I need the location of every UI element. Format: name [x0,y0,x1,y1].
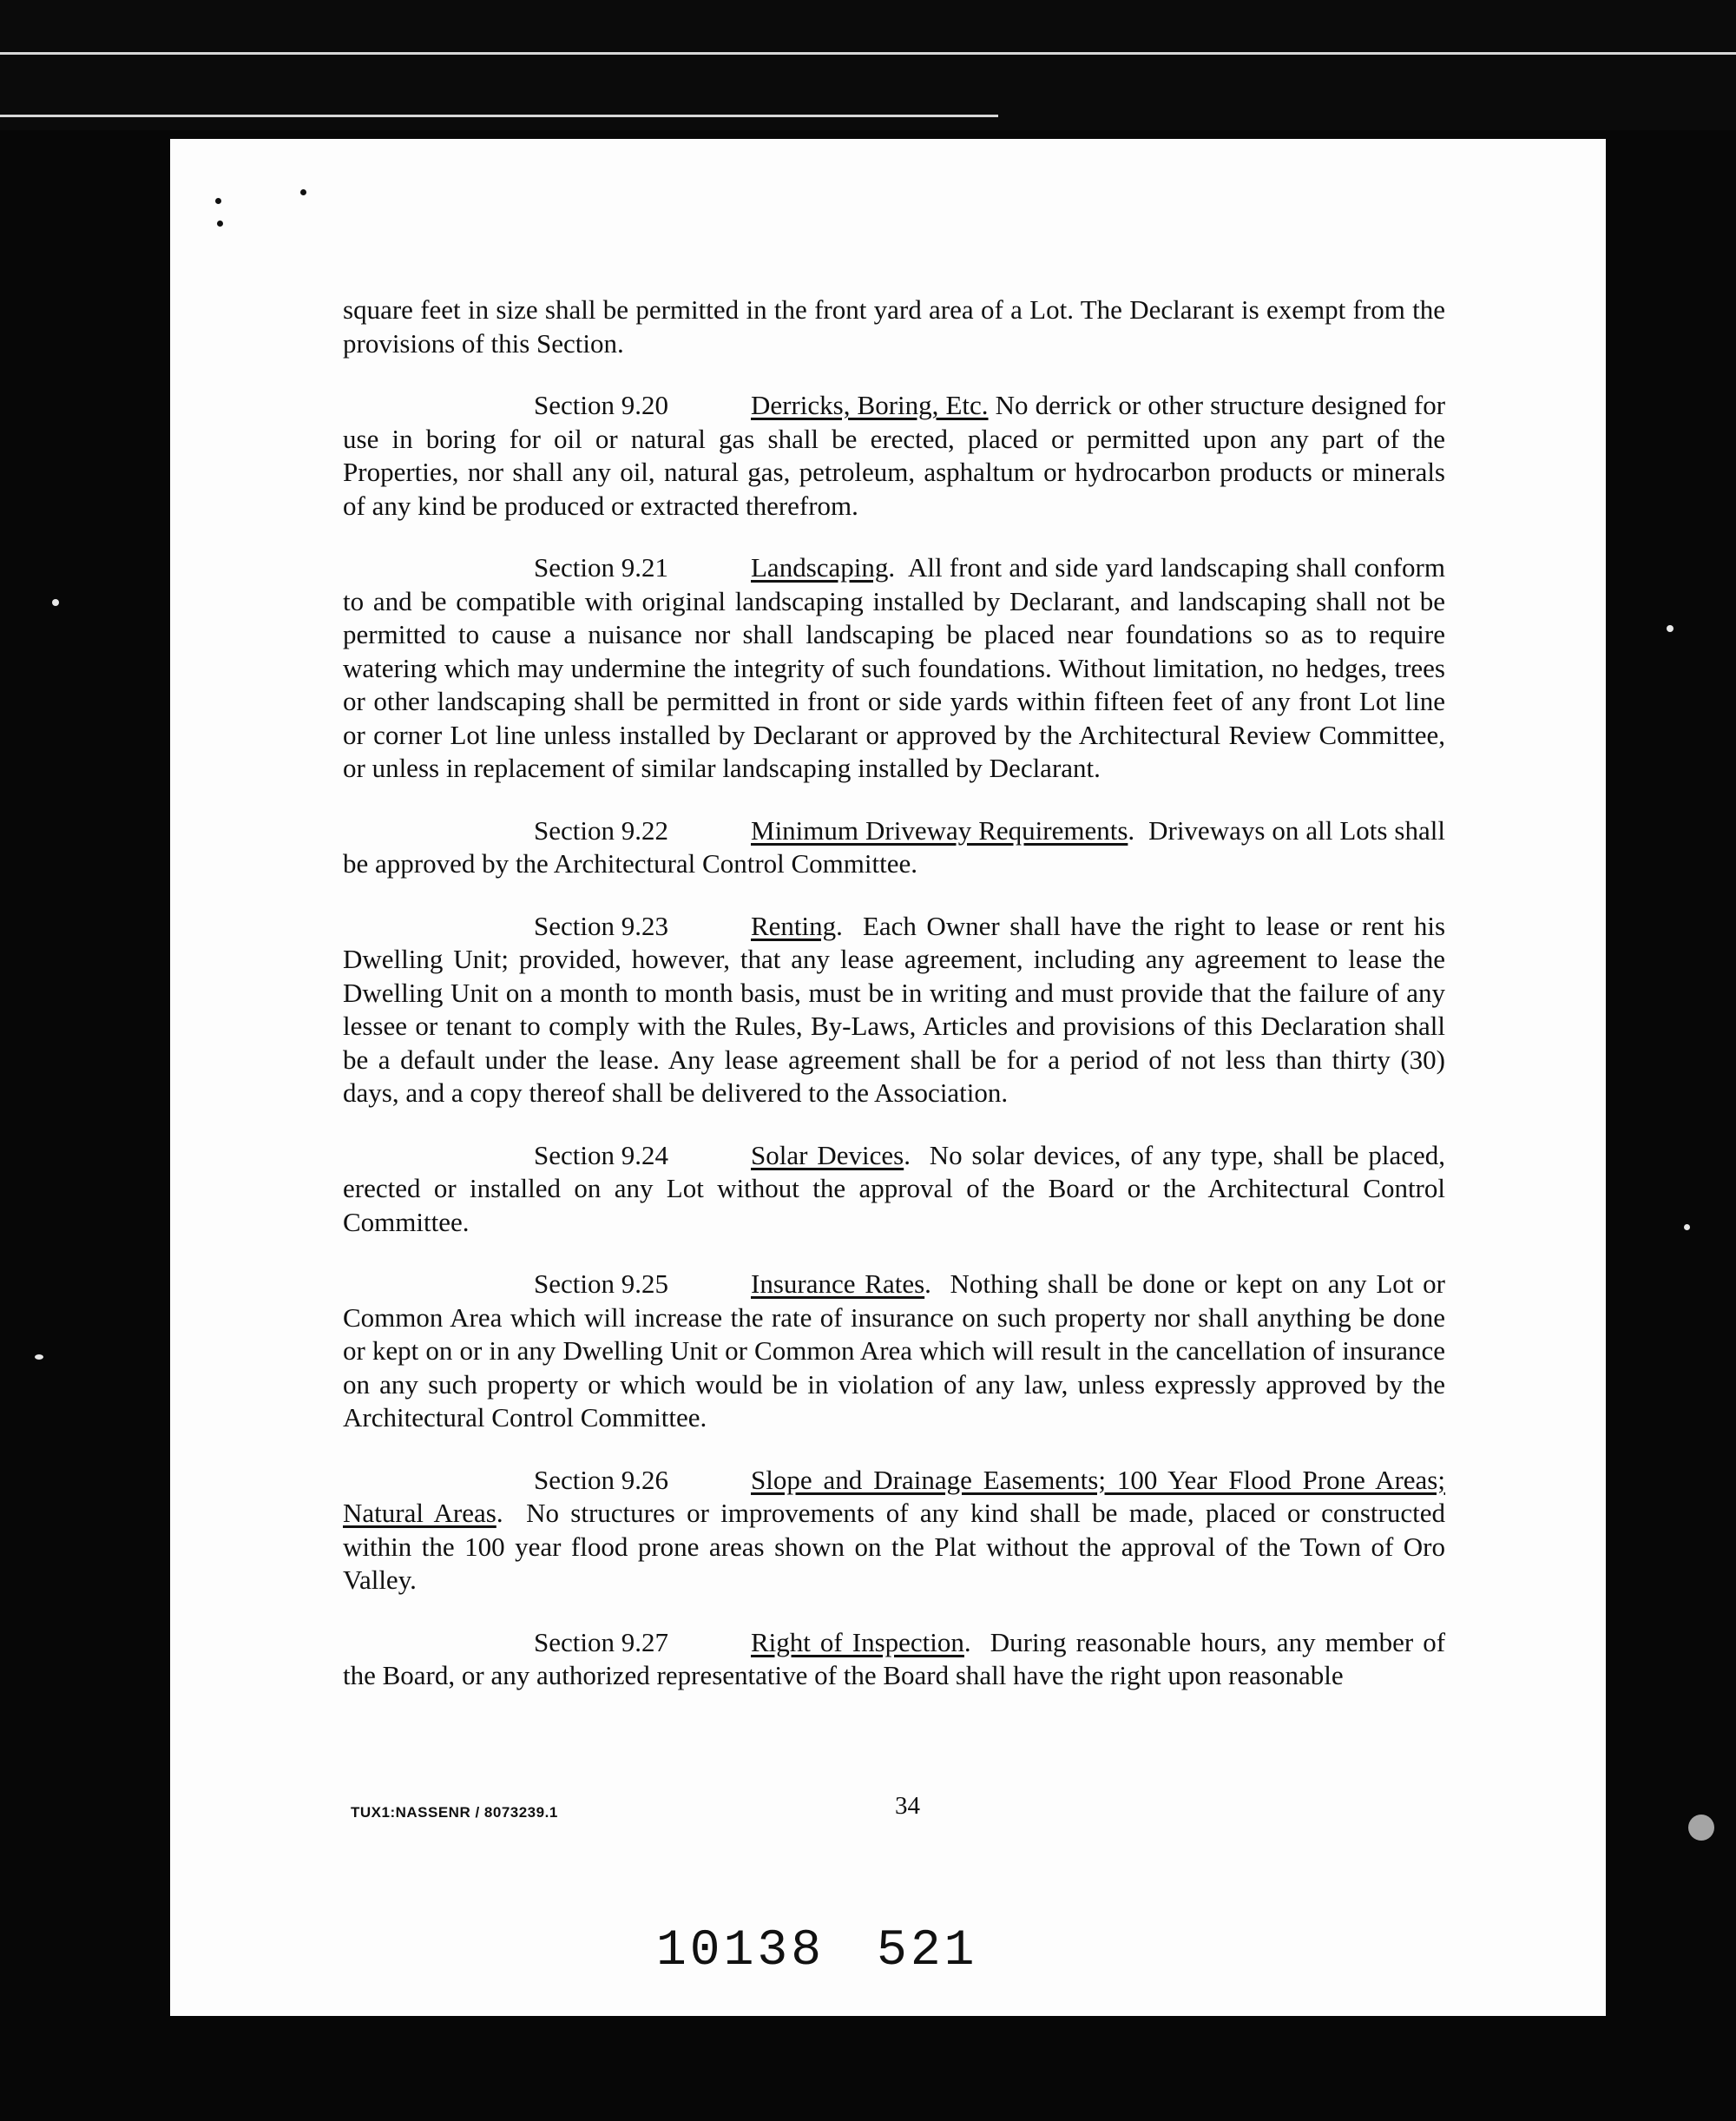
section-title: Derricks, Boring, Etc. [751,390,989,420]
recording-stamp [656,1923,1029,1979]
section-number: Section 9.20 [534,390,668,420]
page-number: 34 [895,1792,920,1820]
section-number: Section 9.23 [534,910,668,941]
section-title: Landscaping [751,552,889,583]
section-number: Section 9.25 [534,1268,668,1299]
document-body [343,293,1445,1722]
section-title: Right of Inspection [751,1626,964,1657]
stamp-page-number: 521 [877,1923,978,1979]
section-text: No solar devices, of any type, shall be placed, erected or installed on any Lot without the approval of the Board or the Architectural Control Committee. [343,1139,1445,1237]
section-title: Solar Devices [751,1139,904,1170]
scan-line-second [0,115,998,117]
section-9-27: Section 9.27 Right of Inspection. During reasonable hours, any member of the Board, or any authorized representative of the Board shall have the right upon reasonable [343,1626,1446,1690]
document-page [170,139,1606,2016]
section-text: No structures or improvements of any kind shall be made, placed or constructed within the 100 year flood prone areas shown on the Plat without the approval of the Town of Oro Valley. [343,1498,1446,1595]
document-footer-code: TUX1:NASSENR / 8073239.1 [351,1804,558,1821]
section-9-20 [343,389,1445,523]
section-9-23: Section 9.23 Renting. Each Owner shall have the right to lease or rent his Dwelling Unit; provided, however, that any lease agreement, including any agreement to lease the Dwelling Unit on a month to month basis, must be in writing and must provide that the failure of any lessee or tenant to comply with the Rules, By-Laws, Articles and provisions of this Declaration shall be a default under the lease. Any lease agreement shall be for a period of not less than thirty (30) days, and a copy thereof shall be delivered to the Association. [343,910,1446,1108]
section-9-24: Section 9.24 Solar Devices. No solar devices, of any type, shall be placed, erected or installed on any Lot without the approval of the Board or the Architectural Control Committee. [343,1139,1445,1237]
scan-speck [1684,1224,1690,1230]
section-9-25: Section 9.25 Insurance Rates. Nothing shall be done or kept on any Lot or Common Area which will increase the rate of insurance on such property nor shall anything be done or kept on or in any Dwelling Unit or Common Area which will result in the cancellation of insurance on any such property or which would be in violation of any law, unless expressly approved by the Architectural Control Committee. [343,1268,1445,1433]
section-9-26: Section 9.26 Slope and Drainage Easements; 100 Year Flood Prone Areas; Natural Areas. No structures or improvements of any kind shall be made, placed or constructed within the 100 year flood prone areas shown on the Plat without the approval of the Town of Oro Valley. [343,1464,1446,1595]
scan-speck [1688,1815,1714,1841]
section-text: No derrick or other structure designed for use in boring for oil or natural gas shall be erected, placed or permitted upon any part of the Properties, nor shall any oil, natural gas, petroleum, asphaltum or hydrocarbon products or minerals of any kind be produced or extracted therefrom. [343,390,1446,521]
section-text: During reasonable hours, any member of the Board, or any authorized representative of the Board shall have the right upon reasonable [343,1626,1446,1690]
section-number: Section 9.27 [534,1626,668,1657]
section-number: Section 9.21 [534,552,668,583]
scan-line-top [0,52,1736,55]
section-9-22: Section 9.22 Minimum Driveway Requirements. Driveways on all Lots shall be approved by the Architectural Control Committee. [343,814,1445,879]
section-title: Renting [751,910,837,941]
scan-border-top [0,0,1736,130]
page-speck [217,221,223,227]
section-text: Nothing shall be done or kept on any Lot or Common Area which will increase the rate of insurance on such property nor shall anything be done or kept on or in any Dwelling Unit or Common Area which will result in the cancellation of insurance on any such property or which would be in violation of any law, unless expressly approved by the Architectural Control Committee. [343,1268,1445,1433]
section-title: Minimum Driveway Requirements [751,814,1128,846]
section-title: Slope and Drainage Easements; 100 Year Flood Prone Areas; Natural Areas [343,1464,1445,1528]
section-text: All front and side yard landscaping shall conform to and be compatible with original landscaping installed by Declarant, and landscaping shall not be permitted to cause a nuisance nor shall landscaping be placed near foundations so as to require watering which may undermine the integrity of such foundations. Without limitation, no hedges, trees or other landscaping shall be permitted in front or side yards within fifteen feet of any front Lot line or corner Lot line unless installed by Declarant or approved by the Architectural Review Committee, or unless in replacement of similar landscaping installed by Declarant. [343,552,1445,783]
stamp-book-number: 10138 [656,1923,825,1979]
scan-speck [1667,625,1674,632]
section-9-21: Section 9.21 Landscaping. All front and side yard landscaping shall conform to and be compatible with original landscaping installed by Declarant, and landscaping shall not be permitted to cause a nuisance nor shall landscaping be placed near foundations so as to require watering which may undermine the integrity of such foundations. Without limitation, no hedges, trees or other landscaping shall be permitted in front or side yards within fifteen feet of any front Lot line or corner Lot line unless installed by Declarant or approved by the Architectural Review Committee, or unless in replacement of similar landscaping installed by Declarant. [343,552,1445,783]
section-number: Section 9.24 [534,1139,668,1170]
page-speck [215,198,221,204]
scan-speck [52,599,59,606]
section-title: Insurance Rates [751,1268,925,1299]
intro-paragraph: square feet in size shall be permitted in the front yard area of a Lot. The Declarant is exempt from the provisions of this Section. [343,294,1445,359]
scan-speck [35,1354,43,1360]
section-text: Driveways on all Lots shall be approved by the Architectural Control Committee. [343,814,1445,879]
section-number: Section 9.26 [534,1464,668,1495]
section-text: Each Owner shall have the right to lease or rent his Dwelling Unit; provided, however, that any lease agreement, including any agreement to lease the Dwelling Unit on a month to month basis, must be in writing and must provide that the failure of any lessee or tenant to comply with the Rules, By-Laws, Articles and provisions of this Declaration shall be a default under the lease. Any lease agreement shall be for a period of not less than thirty (30) days, and a copy thereof shall be delivered to the Association. [343,910,1446,1108]
page-speck [300,189,306,195]
section-number: Section 9.22 [534,814,668,846]
